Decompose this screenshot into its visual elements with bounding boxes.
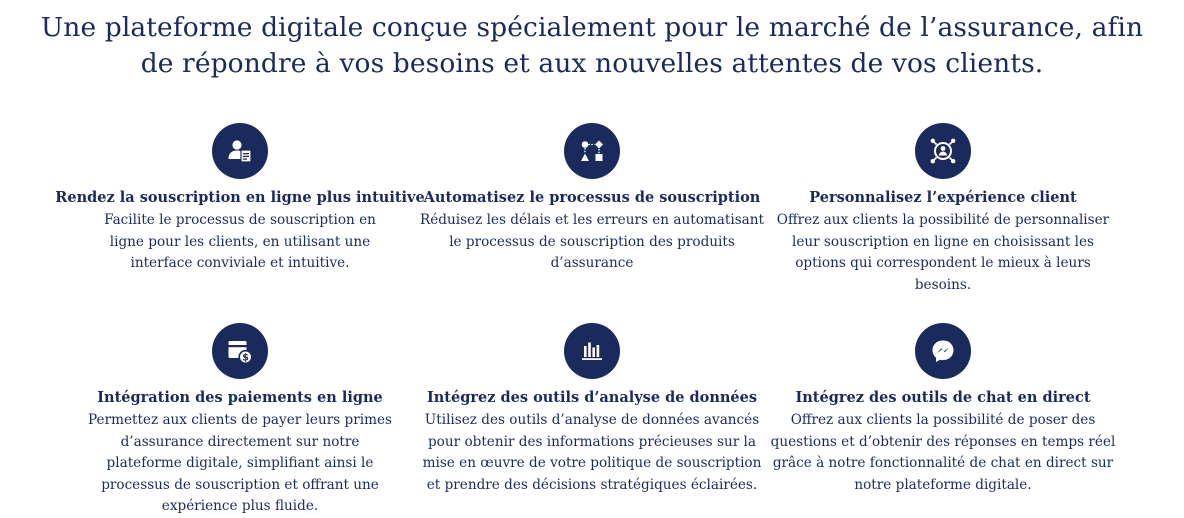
user-document-icon <box>212 123 268 179</box>
feature-title: Automatisez le processus de souscription <box>423 189 761 206</box>
feature-title: Personnalisez l’expérience client <box>809 189 1077 206</box>
feature-description: Utilisez des outils d’analyse de données avancés pour obtenir des informations précieuses sur la mise en œuvre de votre politique de souscription et prendre des décisions stratégiques éclairées. <box>422 412 762 493</box>
feature-card-personalization <box>758 123 1128 296</box>
feature-card-online-payments <box>55 323 425 518</box>
feature-description: Offrez aux clients la possibilité de poser des questions et d’obtenir des réponses en temps réel grâce à notre fonctionnalité de chat en direct sur notre plateforme digitale. <box>770 412 1116 493</box>
user-network-icon <box>915 123 971 179</box>
svg-text:$: $ <box>242 352 249 364</box>
payment-card-icon <box>212 323 268 379</box>
feature-title: Rendez la souscription en ligne plus intuitive <box>55 189 425 206</box>
feature-description: Facilite le processus de souscription en ligne pour les clients, en utilisant une interface conviviale et intuitive. <box>104 212 376 272</box>
feature-card-data-analytics <box>407 323 777 496</box>
messenger-chat-icon <box>915 323 971 379</box>
feature-title: Intégrez des outils de chat en direct <box>795 389 1091 406</box>
feature-title: Intégrez des outils d’analyse de données <box>426 389 758 406</box>
feature-description: Permettez aux clients de payer leurs primes d’assurance directement sur notre plateforme digitale, simplifiant ainsi le processus de souscription et offrant une expérience plus fluide. <box>87 412 392 515</box>
page-headline: Une plateforme digitale conçue spécialement pour le marché de l’assurance, afin de répondre à vos besoins et aux nouvelles attentes de vos clients. <box>40 12 1144 79</box>
feature-description: Réduisez les délais et les erreurs en automatisant le processus de souscription des produits d’assurance <box>419 212 764 272</box>
feature-title: Intégration des paiements en ligne <box>97 389 383 406</box>
feature-description: Offrez aux clients la possibilité de personnaliser leur souscription en ligne en choisissant les options qui correspondent le mieux à leurs besoins. <box>776 212 1110 293</box>
feature-card-automation <box>407 123 777 275</box>
workflow-shapes-icon <box>564 123 620 179</box>
feature-card-online-subscription <box>55 123 425 275</box>
feature-card-live-chat <box>758 323 1128 496</box>
bar-chart-icon <box>564 323 620 379</box>
